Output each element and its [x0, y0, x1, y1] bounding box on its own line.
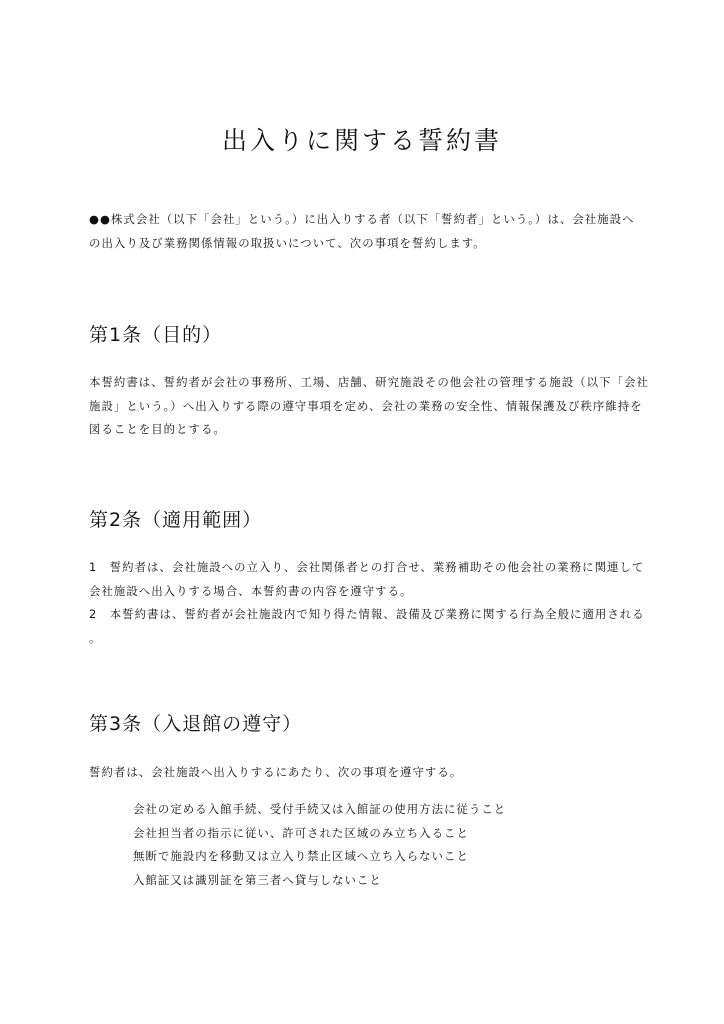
list-item: 無断で施設内を移動又は立入り禁止区域へ立ち入らないこと [133, 849, 469, 863]
article-1-line: 本誓約書は、誓約者が会社の事務所、工場、店舗、研究施設その他会社の管理する施設（以下「会社 [89, 375, 649, 389]
article-2-heading: 第2条（適用範囲） [89, 509, 263, 531]
article-3-line: 誓約者は、会社施設へ出入りするにあたり、次の事項を遵守する。 [89, 765, 463, 779]
article-3-body [89, 761, 641, 785]
article-1-line: 施設」という。）へ出入りする際の遵守事項を定め、会社の業務の安全性、情報保護及び秩序維持を [89, 398, 643, 413]
article-2-line: 。 [89, 630, 102, 645]
article-2-line: 2 本誓約書は、誓約者が会社施設内で知り得た情報、設備及び業務に関する行為全般に適用される [89, 607, 645, 621]
intro-line: の出入り及び業務関係情報の取扱いについて、次の事項を誓約します。 [89, 235, 486, 250]
list-item: 会社担当者の指示に従い、許可された区域のみ立ち入ること [133, 825, 469, 840]
article-2-line: 1 誓約者は、会社施設への立入り、会社関係者との打合せ、業務補助その他会社の業務に関連して [89, 560, 645, 574]
article-1-body [89, 371, 649, 442]
article-2-body [89, 556, 645, 650]
article-1-line: 図ることを目的とする。 [89, 422, 226, 436]
list-item: 会社の定める入館手続、受付手続又は入館証の使用方法に従うこと [133, 802, 507, 816]
list-item: 入館証又は識別証を第三者へ貸与しないこと [133, 872, 382, 887]
article-2-line: 会社施設へ出入りする場合、本誓約書の内容を遵守する。 [89, 583, 413, 598]
article-3-heading: 第3条（入退館の遵守） [89, 713, 303, 735]
article-3-list [133, 798, 506, 892]
article-1-heading: 第1条（目的） [89, 324, 223, 346]
intro-line: ●●株式会社（以下「会社」という。）に出入りする者（以下「誓約者」という。）は、会社施設へ [89, 212, 635, 226]
document-title: 出入りに関する誓約書 [221, 126, 502, 155]
intro-paragraph [89, 208, 641, 255]
